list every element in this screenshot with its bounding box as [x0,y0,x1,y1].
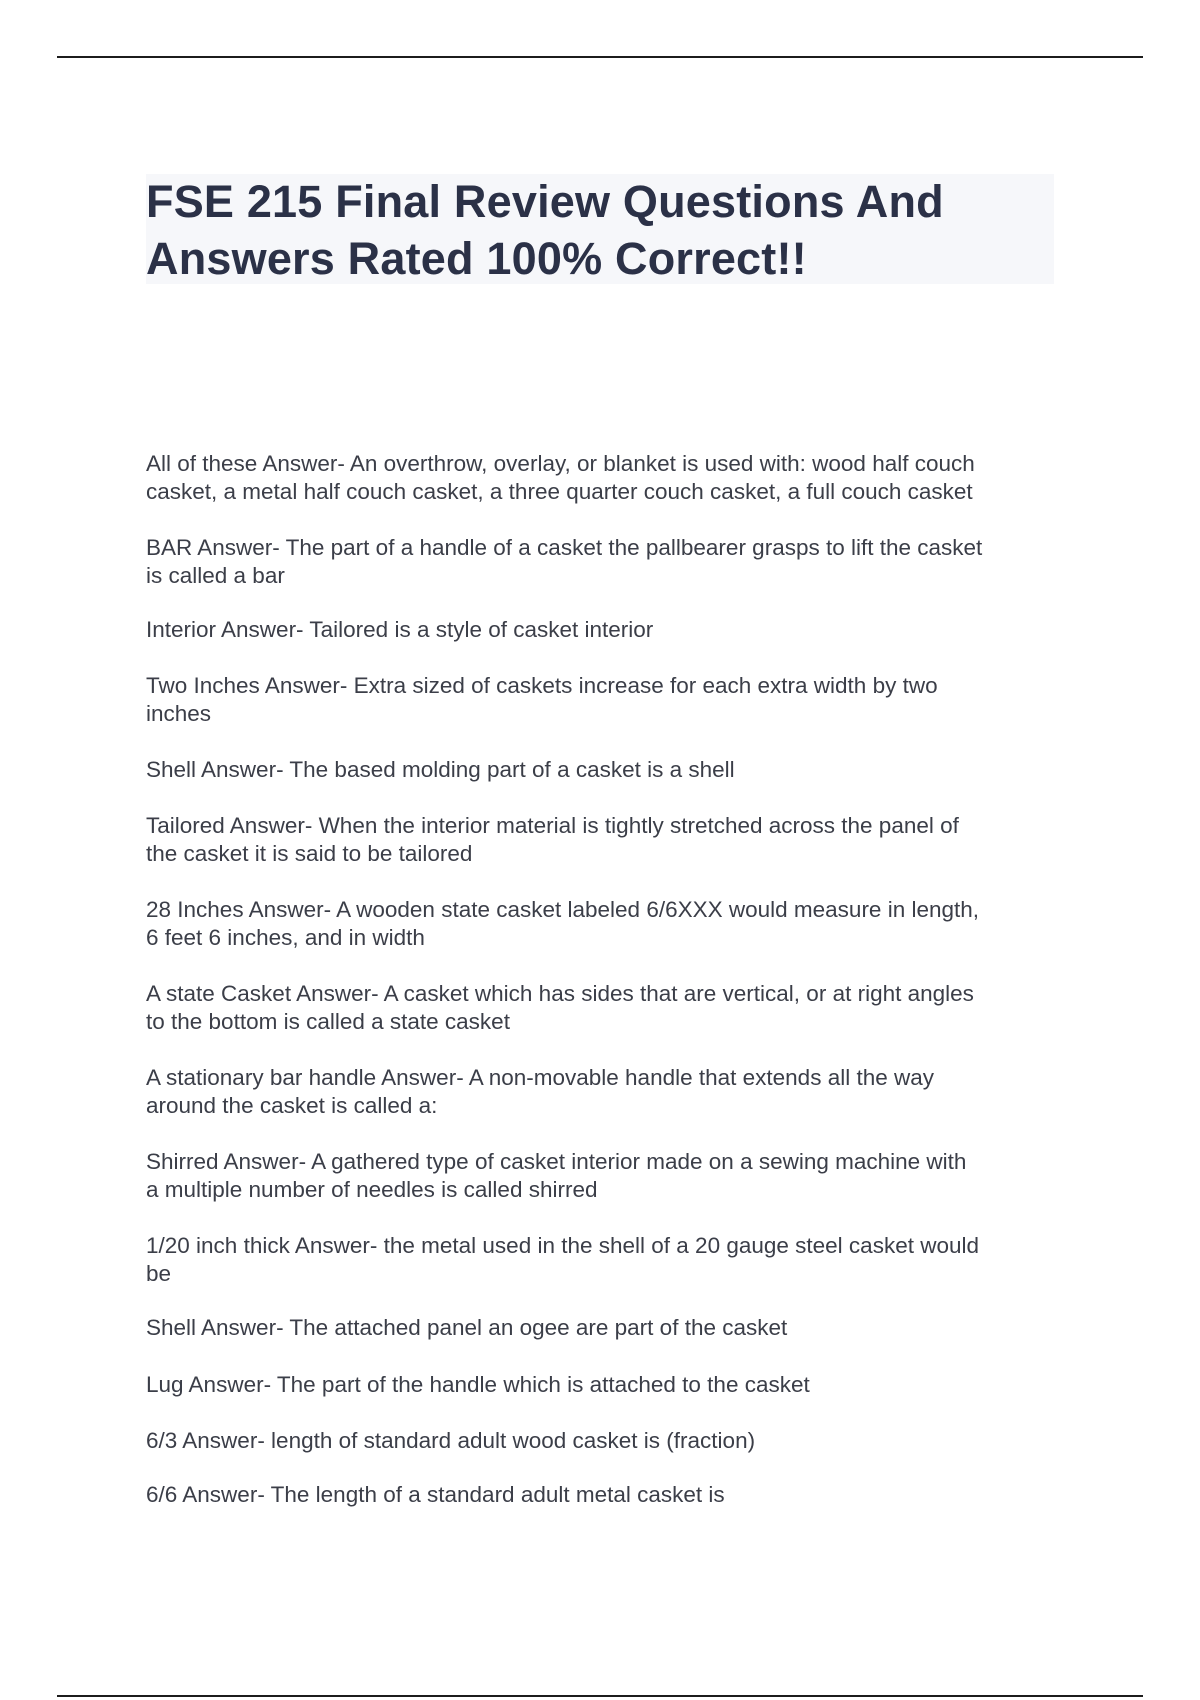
qa-line: around the casket is called a: [146,1093,438,1118]
qa-item [146,450,1076,506]
qa-line: 6/3 Answer- length of standard adult wood casket is (fraction) [146,1428,756,1453]
qa-line: BAR Answer- The part of a handle of a casket the pallbearer grasps to lift the casket [146,535,983,560]
qa-item [146,1481,1076,1509]
qa-line: Shell Answer- The attached panel an ogee are part of the casket [146,1315,788,1340]
qa-line: A state Casket Answer- A casket which has sides that are vertical, or at right angles [146,981,974,1006]
qa-line: A stationary bar handle Answer- A non-movable handle that extends all the way [146,1065,934,1090]
qa-item [146,1064,1076,1120]
qa-item [146,1232,1076,1288]
qa-line: 28 Inches Answer- A wooden state casket labeled 6/6XXX would measure in length, [146,897,980,922]
qa-item [146,812,1076,868]
qa-item [146,616,1076,644]
qa-line: casket, a metal half couch casket, a three quarter couch casket, a full couch casket [146,479,973,504]
qa-line: is called a bar [146,563,285,588]
qa-item [146,756,1076,784]
qa-item [146,1148,1076,1204]
top-rule [57,56,1143,58]
qa-line: the casket it is said to be tailored [146,841,473,866]
qa-line: inches [146,701,212,726]
qa-item [146,1371,1076,1399]
qa-item [146,534,1076,590]
qa-line: Tailored Answer- When the interior material is tightly stretched across the panel of [146,813,959,838]
qa-item [146,672,1076,728]
qa-item [146,1314,1076,1342]
qa-line: to the bottom is called a state casket [146,1009,510,1034]
page-title-line-2: Answers Rated 100% Correct!! [146,233,807,284]
qa-item [146,980,1076,1036]
bottom-rule [57,1695,1143,1697]
qa-item [146,896,1076,952]
qa-line: 6/6 Answer- The length of a standard adult metal casket is [146,1482,725,1507]
qa-line: All of these Answer- An overthrow, overlay, or blanket is used with: wood half couch [146,451,975,476]
qa-line: Lug Answer- The part of the handle which is attached to the casket [146,1372,810,1397]
qa-line: 1/20 inch thick Answer- the metal used in the shell of a 20 gauge steel casket would [146,1233,979,1258]
qa-line: Shell Answer- The based molding part of a casket is a shell [146,757,735,782]
page-title-line-1: FSE 215 Final Review Questions And [146,176,944,227]
qa-line: Two Inches Answer- Extra sized of caskets increase for each extra width by two [146,673,938,698]
qa-line: a multiple number of needles is called shirred [146,1177,598,1202]
qa-line: be [146,1261,172,1286]
qa-line: 6 feet 6 inches, and in width [146,925,425,950]
qa-item [146,1427,1076,1455]
qa-line: Interior Answer- Tailored is a style of casket interior [146,617,654,642]
qa-line: Shirred Answer- A gathered type of casket interior made on a sewing machine with [146,1149,967,1174]
